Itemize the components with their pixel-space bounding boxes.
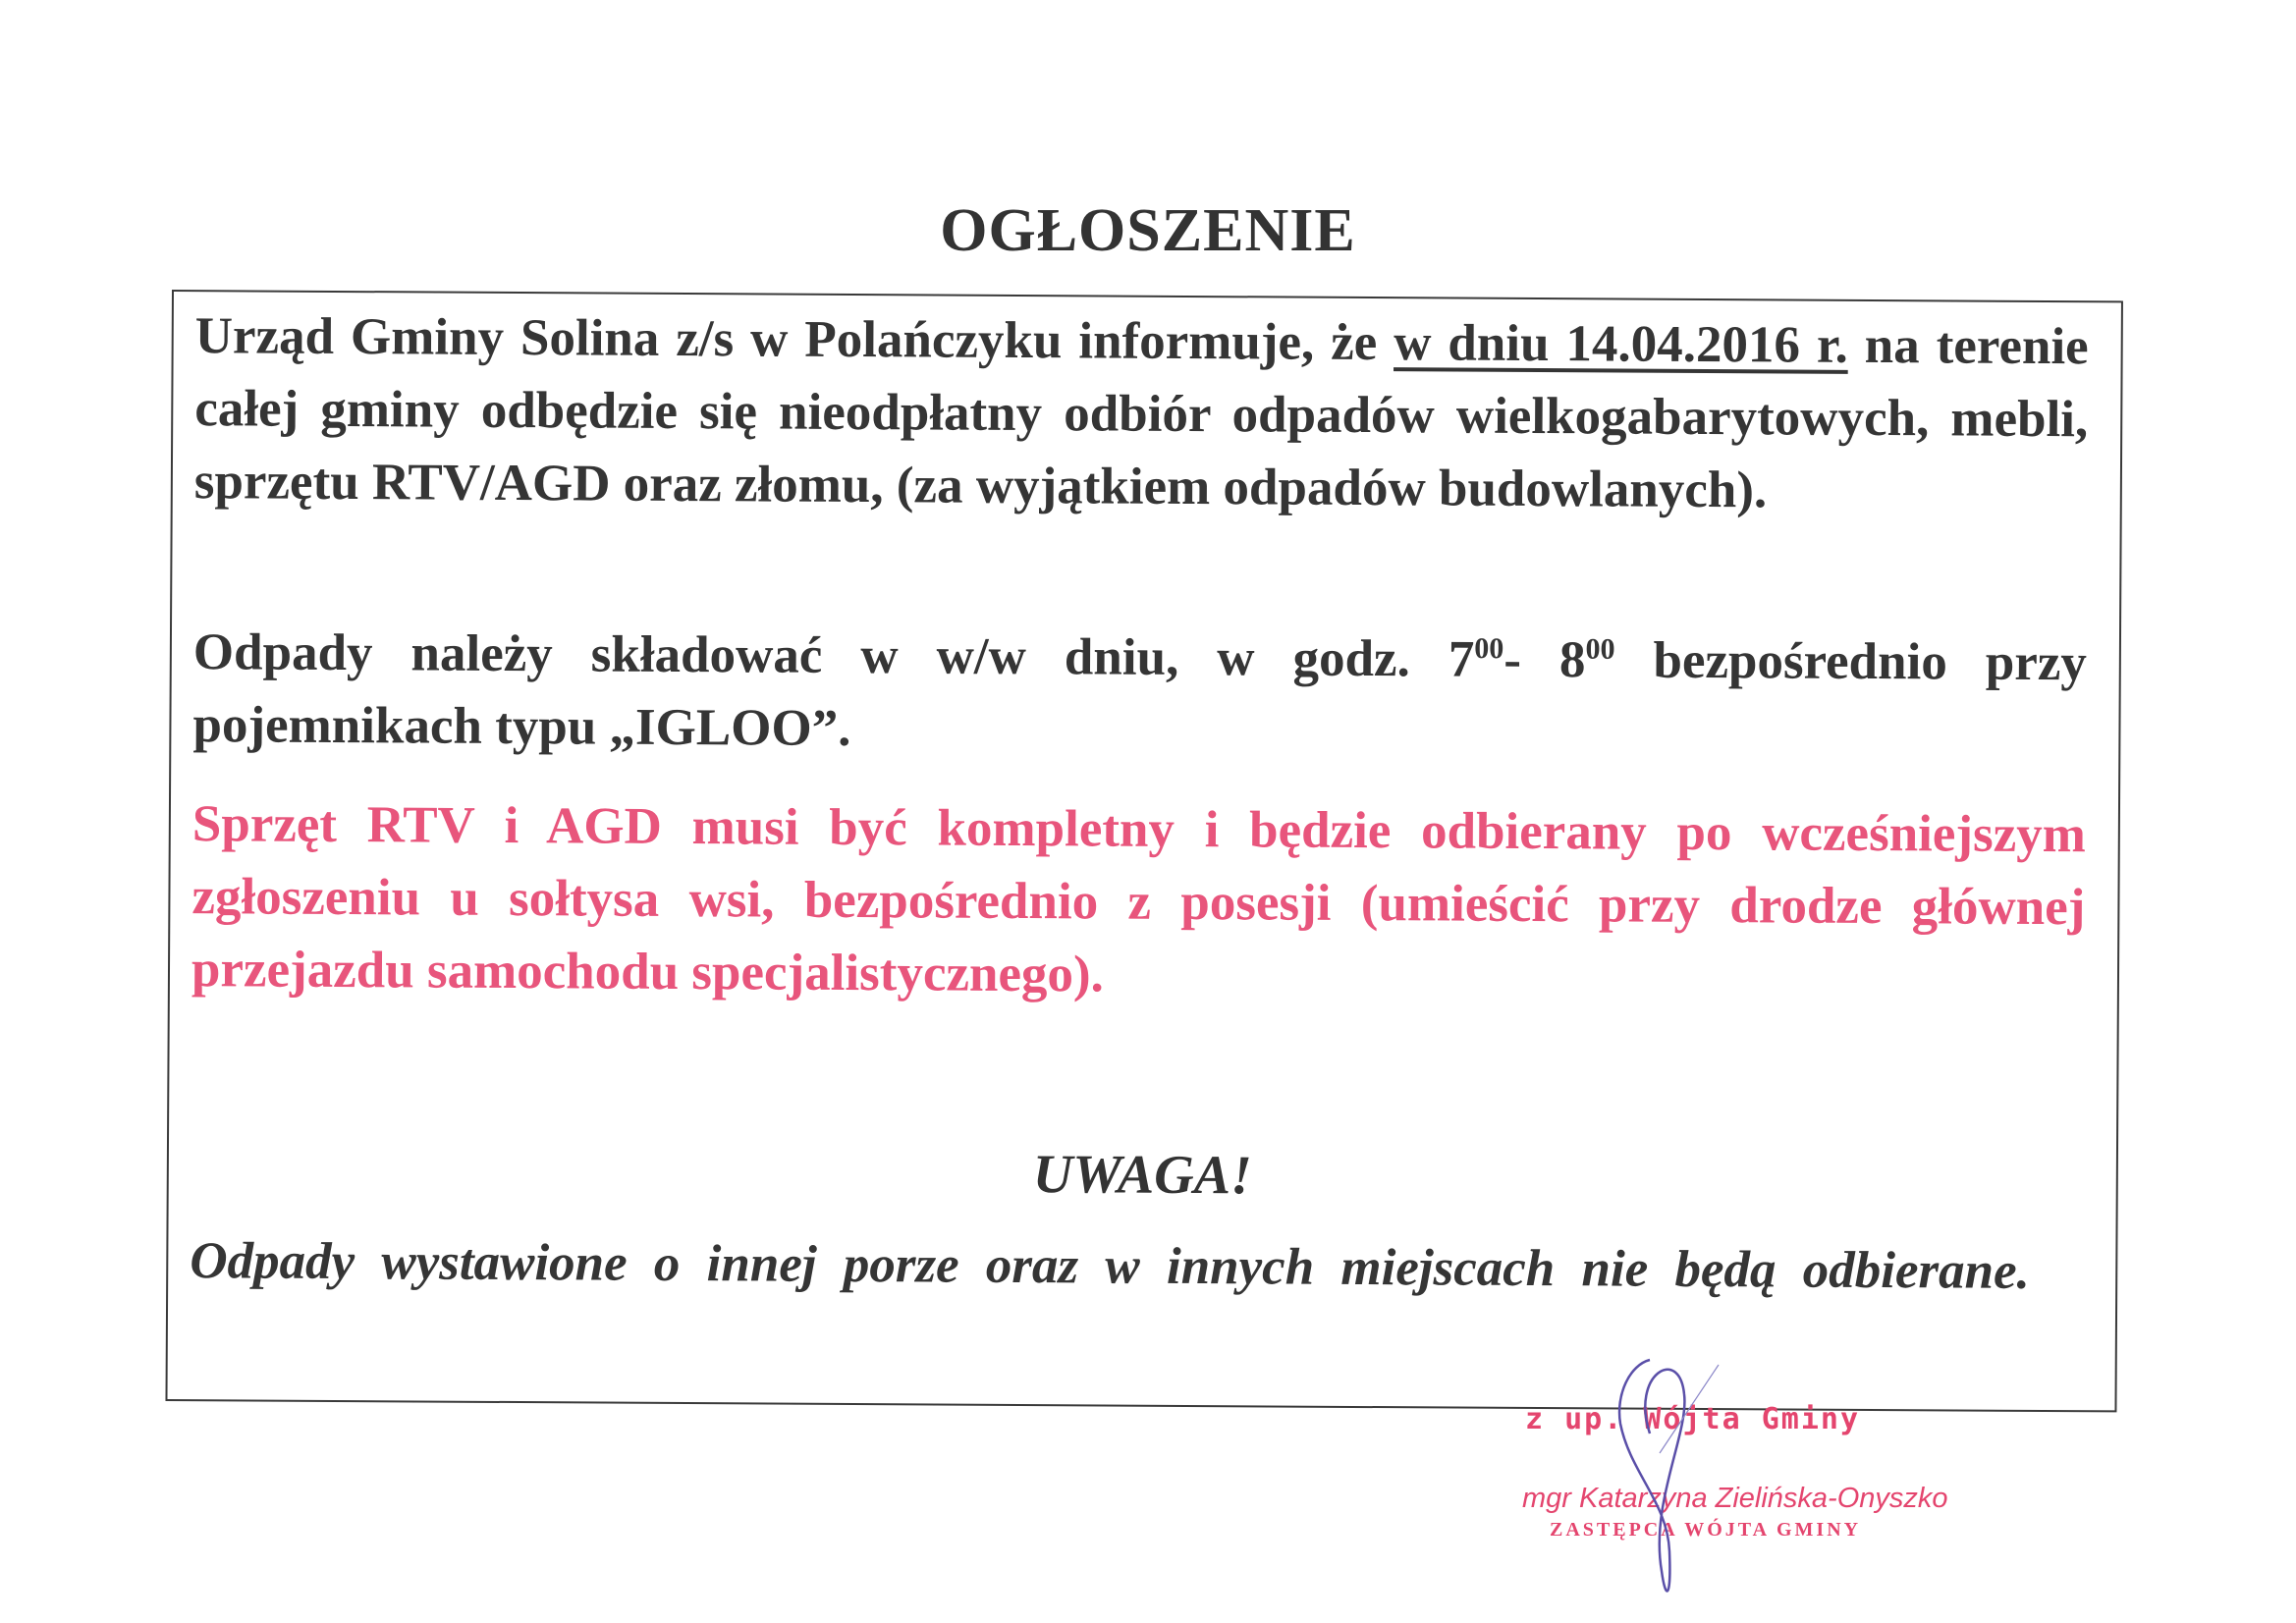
stamp-name: mgr Katarzyna Zielińska-Onyszko xyxy=(1522,1483,1948,1514)
hour-end-minutes: 00 xyxy=(1585,632,1615,666)
hour-start-minutes: 00 xyxy=(1474,631,1504,666)
collection-date: w dniu 14.04.2016 r. xyxy=(1394,314,1849,374)
signature xyxy=(1611,1355,1748,1610)
warning-text: Odpady wystawione o innej porze oraz w innych miejscach nie będą odbierane. xyxy=(190,1232,2031,1300)
paragraph-info xyxy=(194,299,2089,528)
paragraph-hours xyxy=(192,616,2087,772)
info-text: Urząd Gminy Solina z/s w Polańczyku informuje, że xyxy=(194,307,1394,372)
page-title: OGŁOSZENIE xyxy=(940,197,1356,264)
stamp-position: ZASTĘPCA WÓJTA GMINY xyxy=(1550,1519,1862,1541)
hour-end: - 8 xyxy=(1503,630,1586,689)
hours-text-rest: bezpośrednio przy pojemnikach typu „IGLOO”. xyxy=(192,631,2088,757)
paragraph-rtv-agd: Sprzęt RTV i AGD musi być kompletny i będzie odbierany po wcześniejszym zgłoszeniu u sołtysa wsi, bezpośrednio z posesji (umieścić przy drodze głównej przejazdu samochodu specjalistycznego). xyxy=(191,795,2087,1003)
warning-heading: UWAGA! xyxy=(1032,1144,1252,1207)
stamp-line-1: z up. Wójta Gminy xyxy=(1525,1402,1861,1436)
info-text-rest: na terenie całej gminy odbędzie się nieodpłatny odbiór odpadów wielkogabarytowych, mebli, sprzętu RTV/AGD oraz złomu, (za wyjątkiem odpadów budowlanych). xyxy=(193,316,2089,519)
announcement-box xyxy=(165,290,2122,1412)
hours-text: Odpady należy składować w w/w dniu, w godz. 7 xyxy=(192,623,1475,688)
